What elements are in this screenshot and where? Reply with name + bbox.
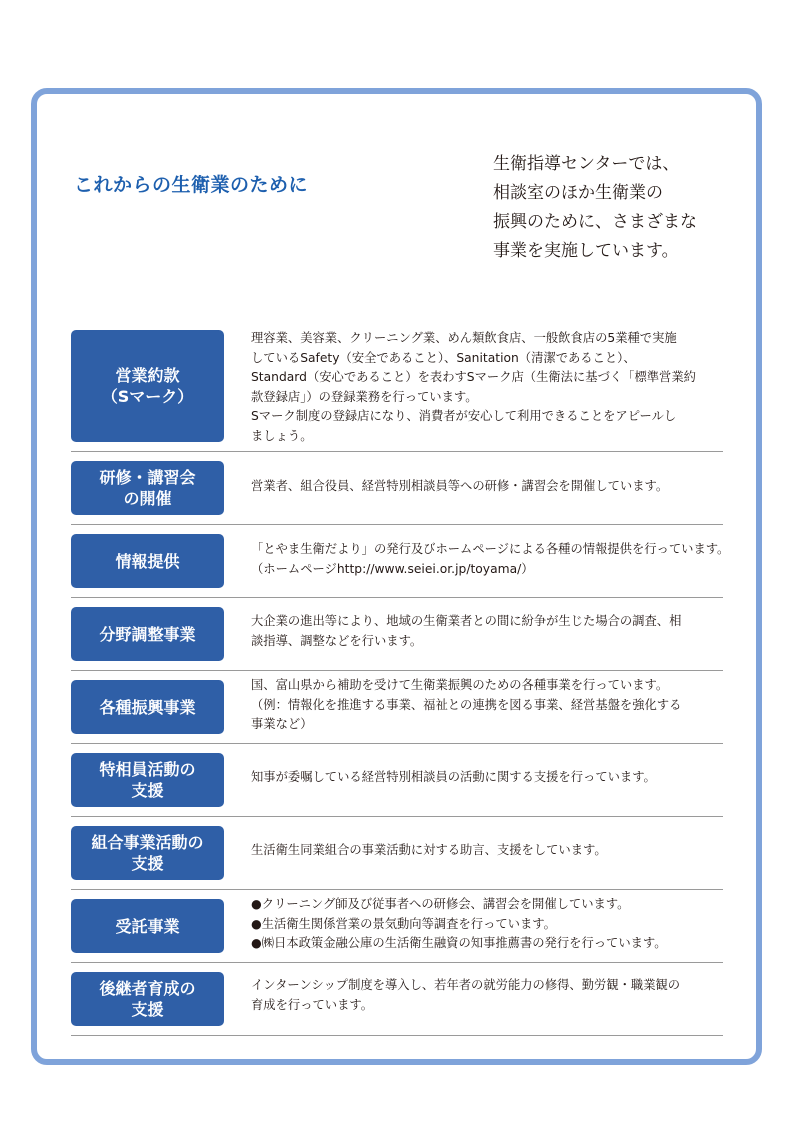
service-label-line: 分野調整事業 (99, 624, 196, 644)
service-row-coordination (71, 598, 723, 671)
service-label-line: 各種振興事業 (99, 697, 196, 717)
description-line: ●㈱日本政策金融公庫の生活衛生融資の知事推薦書の発行を行っています。 (251, 936, 667, 951)
service-row-consultant-support (71, 744, 723, 817)
description-line: （ホームページhttp://www.seiei.or.jp/toyama/） (251, 561, 534, 576)
service-label (71, 607, 224, 661)
description-line: 事業など） (251, 717, 313, 732)
service-description (251, 612, 723, 651)
description-line: 談指導、調整などを行います。 (251, 633, 423, 648)
service-label-line: 受託事業 (115, 916, 180, 936)
description-line: ●生活衛生関係営業の景気動向等調査を行っています。 (251, 916, 556, 931)
service-row-association-support (71, 817, 723, 890)
intro-line: 事業を実施しています。 (493, 241, 679, 261)
description-line: ましょう。 (251, 428, 313, 443)
service-row-information (71, 525, 730, 598)
service-label (71, 461, 224, 515)
service-description (251, 329, 723, 447)
description-line: ●クリーニング師及び従事者への研修会、講習会を開催しています。 (251, 897, 630, 911)
intro-line: 相談室のほか生衛業の (493, 183, 663, 203)
service-label-line: 支援 (131, 781, 164, 800)
description-line: 款登録店」）の登録業務を行っています。 (251, 389, 478, 404)
service-row-successor-training (71, 963, 723, 1036)
service-label (71, 680, 224, 734)
service-description (251, 768, 723, 788)
description-line: 知事が委嘱している経営特別相談員の活動に関する支援を行っています。 (251, 770, 656, 784)
service-label-line: の開催 (123, 489, 172, 508)
service-label (71, 534, 224, 588)
service-description (251, 540, 730, 579)
description-line: 「とやま生衛だより」の発行及びホームページによる各種の情報提供を行っています。 (251, 542, 730, 556)
description-line: 営業者、組合役員、経営特別相談員等への研修・講習会を開催しています。 (251, 479, 669, 493)
intro-text (493, 150, 755, 266)
intro-line: 生衛指導センターでは、 (493, 154, 680, 174)
description-line: インターンシップ制度を導入し、若年者の就労能力の修得、勤労観・職業観の (251, 978, 681, 992)
service-label (71, 753, 224, 807)
service-label-line: 支援 (131, 1000, 164, 1019)
description-line: Sマーク制度の登録店になり、消費者が安心して利用できることをアピールし (251, 409, 677, 424)
description-line: 育成を行っています。 (251, 997, 373, 1012)
service-row-s-mark (71, 325, 723, 452)
service-description (251, 895, 723, 954)
service-description (251, 676, 723, 735)
service-label-line: 特相員活動の (99, 760, 196, 779)
service-label-line: 組合事業活動の (91, 833, 204, 852)
service-label (71, 826, 224, 880)
description-line: 生活衛生同業組合の事業活動に対する助言、支援をしています。 (251, 843, 607, 857)
description-line: 国、富山県から補助を受けて生衛業振興のための各種事業を行っています。 (251, 678, 669, 692)
description-line: しているSafety（安全であること）、Sanitation（清潔であること）、 (251, 350, 636, 365)
service-row-commissioned (71, 890, 723, 963)
service-label (71, 972, 224, 1026)
service-label-line: （Sマーク） (101, 387, 194, 406)
service-row-training (71, 452, 723, 525)
service-row-promotion (71, 671, 723, 744)
service-label (71, 330, 224, 442)
page-title: これからの生衛業のために (74, 174, 309, 196)
description-line: Standard（安心であること）を表わすSマーク店（生衛法に基づく「標準営業約 (251, 370, 696, 385)
service-description (251, 841, 723, 861)
service-label-line: 情報提供 (115, 551, 180, 571)
description-line: 大企業の進出等により、地域の生衛業者との間に紛争が生じた場合の調査、相 (251, 614, 682, 628)
intro-line: 振興のために、さまざまな (493, 212, 697, 232)
service-description (251, 477, 723, 497)
service-label-line: 支援 (131, 854, 164, 873)
service-label (71, 899, 224, 953)
service-label-line: 研修・講習会 (99, 468, 196, 487)
description-line: （例：情報化を推進する事業、福祉との連携を図る事業、経営基盤を強化する (251, 697, 682, 712)
service-label-line: 営業約款 (115, 366, 180, 385)
service-description (251, 976, 723, 1015)
description-line: 理容業、美容業、クリーニング業、めん類飲食店、一般飲食店の5業種で実施 (251, 331, 677, 345)
service-label-line: 後継者育成の (99, 979, 196, 998)
